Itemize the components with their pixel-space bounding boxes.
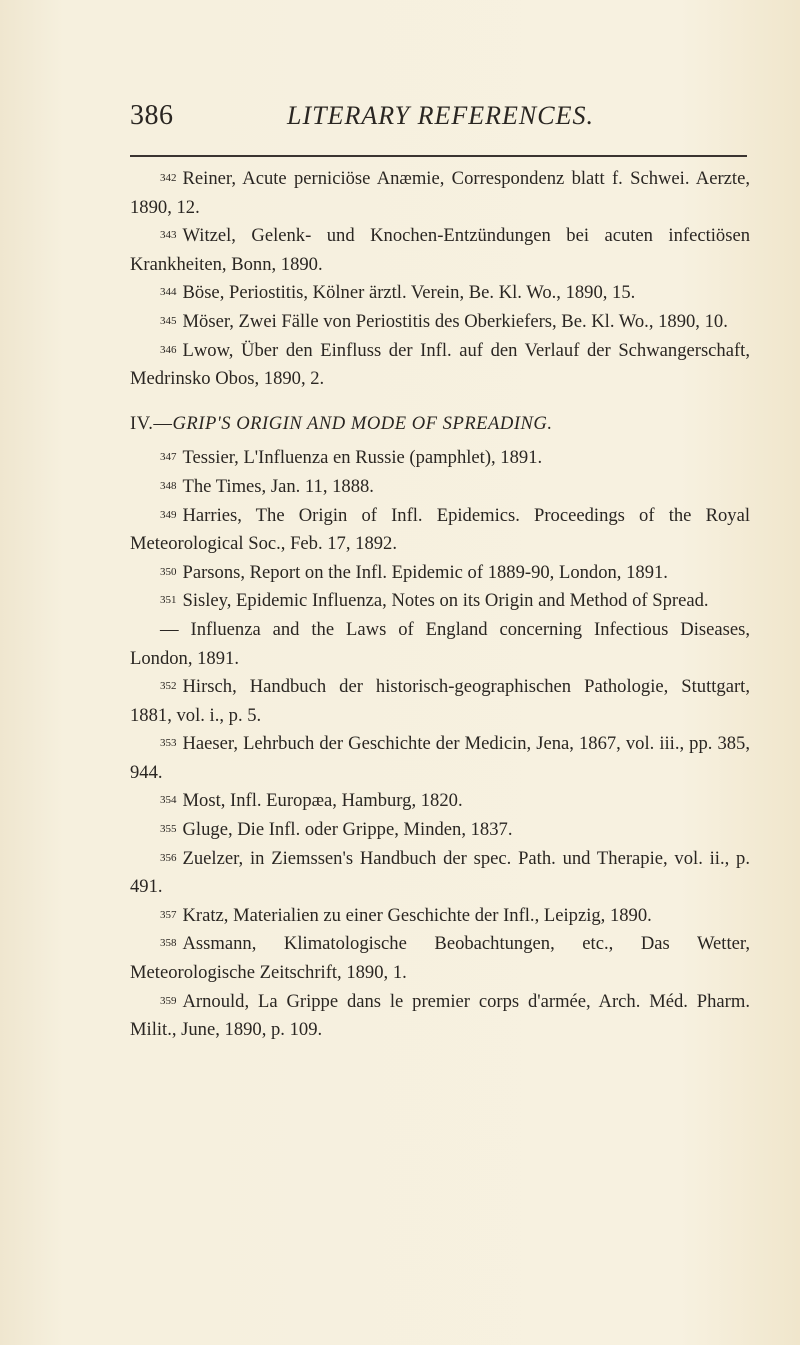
reference-list-before — [130, 165, 750, 394]
reference-list-after — [130, 444, 750, 1044]
reference-number: 342 — [160, 172, 177, 184]
header-rule — [130, 155, 747, 157]
reference-text: — Influenza and the Laws of England concerning Infectious Diseases, London, 1891. — [130, 618, 750, 669]
reference-entry — [130, 787, 750, 816]
reference-text: Möser, Zwei Fälle von Periostitis des Oberkiefers, Be. Kl. Wo., 1890, 10. — [182, 310, 728, 332]
reference-entry — [130, 816, 750, 845]
reference-text: Zuelzer, in Ziemssen's Handbuch der spec. Path. und Therapie, vol. ii., p. 491. — [130, 847, 750, 898]
reference-entry — [130, 587, 750, 616]
reference-entry — [130, 502, 750, 559]
running-title: LITERARY REFERENCES. — [287, 101, 594, 130]
reference-entry — [130, 559, 750, 588]
reference-text: Tessier, L'Influenza en Russie (pamphlet), 1891. — [182, 447, 543, 469]
reference-text: Arnould, La Grippe dans le premier corps d'armée, Arch. Méd. Pharm. Milit., June, 1890, p. 109. — [130, 990, 750, 1041]
reference-number: 355 — [160, 823, 177, 836]
reference-number: 359 — [160, 994, 177, 1007]
reference-text: Harries, The Origin of Infl. Epidemics. Proceedings of the Royal Meteorological Soc., Feb. 17, 1892. — [130, 504, 750, 555]
reference-number: 350 — [160, 565, 177, 578]
reference-number: 357 — [160, 908, 177, 921]
reference-text: Reiner, Acute perniciöse Anæmie, Correspondenz blatt f. Schwei. Aerzte, 1890, 12. — [130, 168, 750, 218]
reference-text: Hirsch, Handbuch der historisch-geographischen Pathologie, Stuttgart, 1881, vol. i., p. 5. — [130, 676, 750, 726]
reference-entry — [130, 988, 750, 1045]
reference-entry — [130, 337, 750, 394]
reference-text: Witzel, Gelenk- und Knochen-Entzündungen bei acuten infectiösen Krankheiten, Bonn, 1890. — [130, 225, 750, 275]
reference-number: 347 — [160, 451, 177, 464]
section-heading — [130, 410, 750, 439]
reference-entry — [130, 902, 750, 931]
references-content — [130, 165, 750, 1045]
reference-number: 345 — [160, 314, 177, 327]
reference-number: 348 — [160, 479, 177, 492]
page-header — [130, 100, 780, 140]
reference-number: 354 — [160, 794, 177, 807]
reference-number: 349 — [160, 508, 177, 521]
reference-number: 356 — [160, 851, 177, 864]
section-number: IV.— — [130, 412, 173, 434]
reference-entry — [130, 165, 750, 222]
reference-text: Most, Infl. Europæa, Hamburg, 1820. — [182, 790, 463, 812]
reference-number: 343 — [160, 229, 177, 242]
reference-text: Lwow, Über den Einfluss der Infl. auf den Verlauf der Schwangerschaft, Medrinsko Obos, 1890, 2. — [130, 339, 750, 390]
reference-text: Gluge, Die Infl. oder Grippe, Minden, 1837. — [182, 819, 513, 841]
section-title: GRIP'S ORIGIN AND MODE OF SPREADING. — [172, 412, 553, 434]
reference-entry — [130, 279, 750, 308]
page-number: 386 — [130, 100, 174, 131]
reference-text: Parsons, Report on the Infl. Epidemic of 1889-90, London, 1891. — [182, 561, 668, 583]
reference-number: 344 — [160, 286, 177, 299]
reference-entry — [130, 222, 750, 279]
reference-entry — [130, 616, 750, 673]
reference-entry — [130, 845, 750, 902]
reference-number: 351 — [160, 594, 177, 607]
reference-number: 358 — [160, 937, 177, 950]
reference-number: 353 — [160, 737, 177, 750]
reference-entry — [130, 308, 750, 337]
reference-entry — [130, 930, 750, 987]
reference-text: Sisley, Epidemic Influenza, Notes on its Origin and Method of Spread. — [182, 590, 709, 612]
reference-number: 346 — [160, 343, 177, 356]
reference-text: The Times, Jan. 11, 1888. — [182, 475, 374, 497]
reference-text: Kratz, Materialien zu einer Geschichte der Infl., Leipzig, 1890. — [182, 904, 652, 926]
reference-number: 352 — [160, 680, 177, 693]
reference-entry — [130, 730, 750, 787]
reference-text: Assmann, Klimatologische Beobachtungen, etc., Das Wetter, Meteorologische Zeitschrift, 1890, 1. — [130, 933, 750, 984]
reference-entry — [130, 473, 750, 502]
reference-text: Böse, Periostitis, Kölner ärztl. Verein, Be. Kl. Wo., 1890, 15. — [182, 282, 636, 304]
reference-entry — [130, 444, 750, 473]
reference-text: Haeser, Lehrbuch der Geschichte der Medicin, Jena, 1867, vol. iii., pp. 385, 944. — [130, 733, 750, 783]
reference-entry — [130, 673, 750, 730]
